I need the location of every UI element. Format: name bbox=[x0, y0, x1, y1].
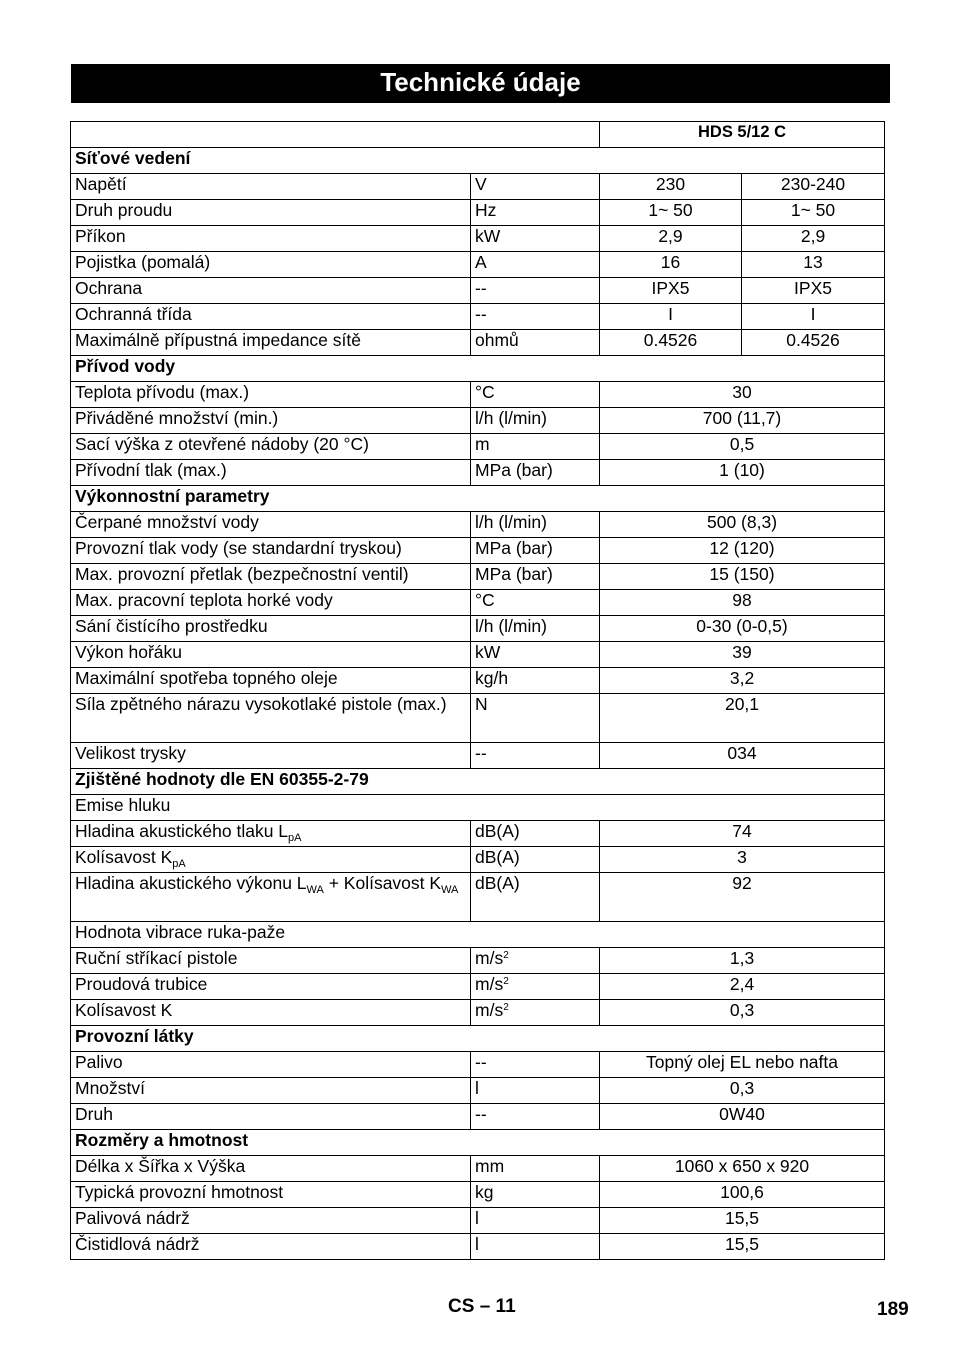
param-value: 39 bbox=[600, 642, 885, 668]
section-performance: Výkonnostní parametry bbox=[71, 486, 885, 512]
footer-lang: CS bbox=[448, 1296, 475, 1317]
section-water-supply: Přívod vody bbox=[71, 356, 885, 382]
unit-text: m/s bbox=[475, 948, 504, 968]
param-value-2: 13 bbox=[742, 252, 885, 278]
table-row bbox=[71, 382, 885, 408]
subsection-vibration: Hodnota vibrace ruka-paže bbox=[71, 922, 885, 948]
table-row bbox=[71, 538, 885, 564]
table-row bbox=[71, 408, 885, 434]
param-name: Přívodní tlak (max.) bbox=[71, 460, 471, 486]
param-name: Čerpané množství vody bbox=[71, 512, 471, 538]
unit-superscript: 2 bbox=[503, 950, 509, 961]
param-value: 20,1 bbox=[600, 694, 885, 743]
param-name: Palivová nádrž bbox=[71, 1208, 471, 1234]
table-row bbox=[71, 847, 885, 873]
param-unit: dB(A) bbox=[471, 847, 600, 873]
table-header-row bbox=[71, 122, 885, 148]
param-name: Množství bbox=[71, 1078, 471, 1104]
table-row bbox=[71, 1000, 885, 1026]
subsection-row bbox=[71, 922, 885, 948]
param-name: Síla zpětného nárazu vysokotlaké pistole (max.) bbox=[71, 694, 471, 743]
param-name: Přiváděné množství (min.) bbox=[71, 408, 471, 434]
param-unit: l bbox=[471, 1078, 600, 1104]
table-row bbox=[71, 1052, 885, 1078]
param-value-1: 0.4526 bbox=[600, 330, 742, 356]
param-value-1: 1~ 50 bbox=[600, 200, 742, 226]
table-row bbox=[71, 873, 885, 922]
table-row bbox=[71, 226, 885, 252]
unit-text: m/s bbox=[475, 974, 504, 994]
model-header: HDS 5/12 C bbox=[600, 122, 885, 148]
param-value: 98 bbox=[600, 590, 885, 616]
param-unit: A bbox=[471, 252, 600, 278]
table-row bbox=[71, 512, 885, 538]
param-name: Palivo bbox=[71, 1052, 471, 1078]
param-value-1: 2,9 bbox=[600, 226, 742, 252]
table-row bbox=[71, 974, 885, 1000]
table-row bbox=[71, 616, 885, 642]
subsection-row bbox=[71, 795, 885, 821]
param-value-1: IPX5 bbox=[600, 278, 742, 304]
param-name: Proudová trubice bbox=[71, 974, 471, 1000]
footer-local-page: 11 bbox=[495, 1296, 516, 1317]
param-unit bbox=[471, 948, 600, 974]
param-name bbox=[71, 821, 471, 847]
param-name: Příkon bbox=[71, 226, 471, 252]
section-dimensions: Rozměry a hmotnost bbox=[71, 1130, 885, 1156]
param-unit: MPa (bar) bbox=[471, 460, 600, 486]
param-unit: kg bbox=[471, 1182, 600, 1208]
param-unit: ohmů bbox=[471, 330, 600, 356]
param-value-2: 2,9 bbox=[742, 226, 885, 252]
param-unit: -- bbox=[471, 304, 600, 330]
param-unit: -- bbox=[471, 743, 600, 769]
param-name: Druh proudu bbox=[71, 200, 471, 226]
param-unit: l bbox=[471, 1234, 600, 1260]
page-number: 189 bbox=[877, 1299, 909, 1320]
param-name: Kolísavost K bbox=[71, 1000, 471, 1026]
param-name-subscript: WA bbox=[306, 884, 324, 896]
param-value: 1060 x 650 x 920 bbox=[600, 1156, 885, 1182]
page-title: Technické údaje bbox=[71, 64, 890, 103]
param-value: 500 (8,3) bbox=[600, 512, 885, 538]
param-value-1: 16 bbox=[600, 252, 742, 278]
param-unit: -- bbox=[471, 1104, 600, 1130]
table-row bbox=[71, 564, 885, 590]
param-unit: m bbox=[471, 434, 600, 460]
param-name: Ochranná třída bbox=[71, 304, 471, 330]
unit-superscript: 2 bbox=[503, 1002, 509, 1013]
section-row bbox=[71, 356, 885, 382]
section-measured-values: Zjištěné hodnoty dle EN 60355-2-79 bbox=[71, 769, 885, 795]
table-row bbox=[71, 694, 885, 743]
table-row bbox=[71, 460, 885, 486]
table-row bbox=[71, 252, 885, 278]
table-row bbox=[71, 821, 885, 847]
param-unit bbox=[471, 974, 600, 1000]
param-value: Topný olej EL nebo nafta bbox=[600, 1052, 885, 1078]
param-value: 0-30 (0-0,5) bbox=[600, 616, 885, 642]
param-value: 0,3 bbox=[600, 1078, 885, 1104]
section-row bbox=[71, 148, 885, 174]
section-mains: Síťové vedení bbox=[71, 148, 885, 174]
param-value: 12 (120) bbox=[600, 538, 885, 564]
param-unit: dB(A) bbox=[471, 873, 600, 922]
param-name: Ochrana bbox=[71, 278, 471, 304]
param-name-subscript-2: WA bbox=[441, 884, 459, 896]
header-empty-cell bbox=[71, 122, 600, 148]
param-name-text: Hladina akustického výkonu L bbox=[75, 873, 307, 893]
param-value: 3 bbox=[600, 847, 885, 873]
table-row bbox=[71, 668, 885, 694]
param-name: Sací výška z otevřené nádoby (20 °C) bbox=[71, 434, 471, 460]
param-value: 3,2 bbox=[600, 668, 885, 694]
param-name: Ruční stříkací pistole bbox=[71, 948, 471, 974]
table-row bbox=[71, 304, 885, 330]
param-value: 15,5 bbox=[600, 1208, 885, 1234]
table-row bbox=[71, 1104, 885, 1130]
param-unit: V bbox=[471, 174, 600, 200]
section-row bbox=[71, 1130, 885, 1156]
param-value-2: 0.4526 bbox=[742, 330, 885, 356]
param-name-text: Kolísavost K bbox=[75, 847, 173, 867]
table-row bbox=[71, 434, 885, 460]
param-unit: l bbox=[471, 1208, 600, 1234]
param-value-2: IPX5 bbox=[742, 278, 885, 304]
param-name bbox=[71, 847, 471, 873]
param-value: 92 bbox=[600, 873, 885, 922]
param-name: Délka x Šířka x Výška bbox=[71, 1156, 471, 1182]
param-value: 1,3 bbox=[600, 948, 885, 974]
param-unit: kW bbox=[471, 642, 600, 668]
table-row bbox=[71, 642, 885, 668]
table-row bbox=[71, 1078, 885, 1104]
param-unit: °C bbox=[471, 382, 600, 408]
param-name: Výkon hořáku bbox=[71, 642, 471, 668]
param-unit: l/h (l/min) bbox=[471, 408, 600, 434]
param-unit: -- bbox=[471, 1052, 600, 1078]
param-unit: -- bbox=[471, 278, 600, 304]
unit-text: m/s bbox=[475, 1000, 504, 1020]
table-row bbox=[71, 200, 885, 226]
param-name: Max. pracovní teplota horké vody bbox=[71, 590, 471, 616]
param-unit: dB(A) bbox=[471, 821, 600, 847]
table-row bbox=[71, 1156, 885, 1182]
param-name: Pojistka (pomalá) bbox=[71, 252, 471, 278]
param-unit: l/h (l/min) bbox=[471, 616, 600, 642]
param-name: Maximální spotřeba topného oleje bbox=[71, 668, 471, 694]
param-name-subscript: pA bbox=[172, 858, 186, 870]
param-value-1: I bbox=[600, 304, 742, 330]
section-row bbox=[71, 769, 885, 795]
section-row bbox=[71, 1026, 885, 1052]
table-row bbox=[71, 1208, 885, 1234]
table-row bbox=[71, 278, 885, 304]
param-value: 034 bbox=[600, 743, 885, 769]
param-name: Sání čistícího prostředku bbox=[71, 616, 471, 642]
param-name: Teplota přívodu (max.) bbox=[71, 382, 471, 408]
param-unit: °C bbox=[471, 590, 600, 616]
param-value: 1 (10) bbox=[600, 460, 885, 486]
table-row bbox=[71, 590, 885, 616]
param-name: Maximálně přípustná impedance sítě bbox=[71, 330, 471, 356]
param-name: Velikost trysky bbox=[71, 743, 471, 769]
param-value: 15,5 bbox=[600, 1234, 885, 1260]
param-unit: mm bbox=[471, 1156, 600, 1182]
param-value: 15 (150) bbox=[600, 564, 885, 590]
param-name: Čistidlová nádrž bbox=[71, 1234, 471, 1260]
param-unit: MPa (bar) bbox=[471, 564, 600, 590]
table-row bbox=[71, 174, 885, 200]
param-unit: kg/h bbox=[471, 668, 600, 694]
subsection-noise: Emise hluku bbox=[71, 795, 885, 821]
param-name: Max. provozní přetlak (bezpečnostní ventil) bbox=[71, 564, 471, 590]
param-value: 30 bbox=[600, 382, 885, 408]
param-value-2: 230-240 bbox=[742, 174, 885, 200]
table-row bbox=[71, 1234, 885, 1260]
param-value: 0,3 bbox=[600, 1000, 885, 1026]
footer-section-code bbox=[448, 1296, 516, 1318]
param-name: Napětí bbox=[71, 174, 471, 200]
param-unit: kW bbox=[471, 226, 600, 252]
param-name: Druh bbox=[71, 1104, 471, 1130]
param-unit: l/h (l/min) bbox=[471, 512, 600, 538]
param-unit: N bbox=[471, 694, 600, 743]
table-row bbox=[71, 948, 885, 974]
param-name-text-2: + Kolísavost K bbox=[323, 873, 442, 893]
table-row bbox=[71, 330, 885, 356]
param-value: 700 (11,7) bbox=[600, 408, 885, 434]
param-value: 0W40 bbox=[600, 1104, 885, 1130]
param-value: 0,5 bbox=[600, 434, 885, 460]
param-unit bbox=[471, 1000, 600, 1026]
param-value-2: 1~ 50 bbox=[742, 200, 885, 226]
param-value: 74 bbox=[600, 821, 885, 847]
param-name: Typická provozní hmotnost bbox=[71, 1182, 471, 1208]
param-value: 2,4 bbox=[600, 974, 885, 1000]
param-name: Provozní tlak vody (se standardní tryskou) bbox=[71, 538, 471, 564]
footer-separator: – bbox=[479, 1296, 491, 1317]
param-name-subscript: pA bbox=[288, 832, 302, 844]
unit-superscript: 2 bbox=[503, 976, 509, 987]
table-row bbox=[71, 743, 885, 769]
param-name-text: Hladina akustického tlaku L bbox=[75, 821, 289, 841]
param-value-1: 230 bbox=[600, 174, 742, 200]
param-value: 100,6 bbox=[600, 1182, 885, 1208]
section-row bbox=[71, 486, 885, 512]
specifications-table bbox=[70, 121, 885, 1260]
section-operating-materials: Provozní látky bbox=[71, 1026, 885, 1052]
param-value-2: I bbox=[742, 304, 885, 330]
param-unit: MPa (bar) bbox=[471, 538, 600, 564]
param-name bbox=[71, 873, 471, 922]
param-unit: Hz bbox=[471, 200, 600, 226]
table-row bbox=[71, 1182, 885, 1208]
